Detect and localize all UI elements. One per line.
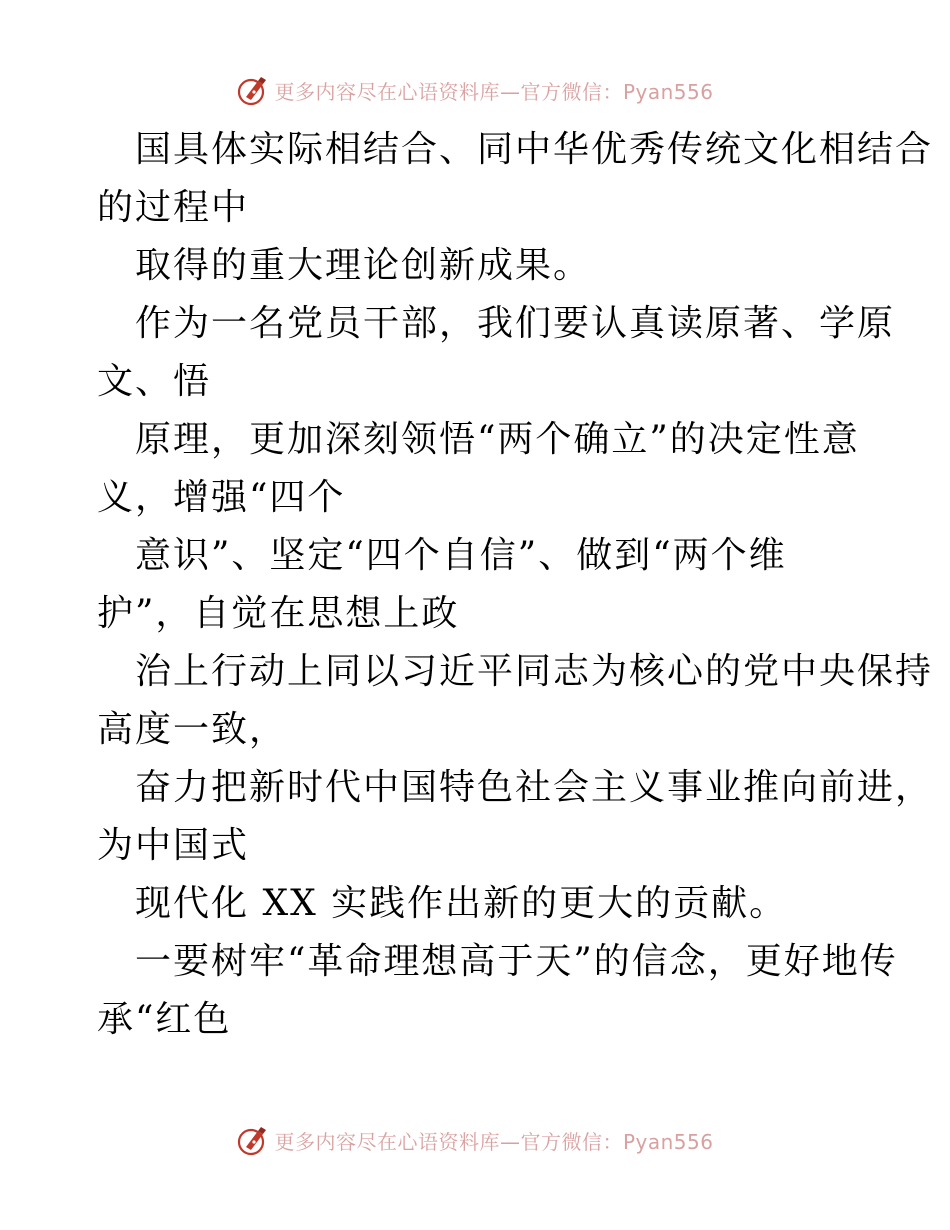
text-line: 承“红色: [97, 999, 232, 1040]
text-line: 护”，自觉在思想上政: [97, 593, 460, 634]
text-line: 国具体实际相结合、同中华优秀传统文化相结合: [135, 129, 934, 170]
text-line: 现代化 XX 实践作出新的更大的贡献。: [135, 883, 788, 924]
header-watermark-banner: [0, 70, 950, 110]
document-body: [97, 121, 934, 1049]
text-line: 为中国式: [97, 825, 250, 866]
text-line: 取得的重大理论创新成果。: [135, 245, 592, 286]
header-banner-text: 更多内容尽在心语资料库—官方微信：Pyan556: [274, 79, 714, 104]
text-line: 一要树牢“革命理想高于天”的信念，更好地传: [135, 941, 898, 982]
text-line: 文、悟: [97, 361, 212, 402]
text-line: 治上行动上同以习近平同志为核心的党中央保持: [135, 651, 934, 692]
footer-banner-text: 更多内容尽在心语资料库—官方微信：Pyan556: [274, 1129, 714, 1154]
pen-nib-icon: [236, 73, 270, 107]
text-line: 原理，更加深刻领悟“两个确立”的决定性意: [135, 419, 860, 460]
text-line: 的过程中: [97, 187, 250, 228]
text-line: 义，增强“四个: [97, 477, 346, 518]
text-line: 作为一名党员干部，我们要认真读原著、学原: [135, 303, 896, 344]
text-line: 高度一致，: [97, 709, 288, 750]
text-line: 意识”、坚定“四个自信”、做到“两个维: [135, 535, 787, 576]
footer-watermark-banner: [0, 1120, 950, 1160]
pen-nib-icon: [236, 1123, 270, 1157]
text-line: 奋力把新时代中国特色社会主义事业推向前进，: [135, 767, 934, 808]
